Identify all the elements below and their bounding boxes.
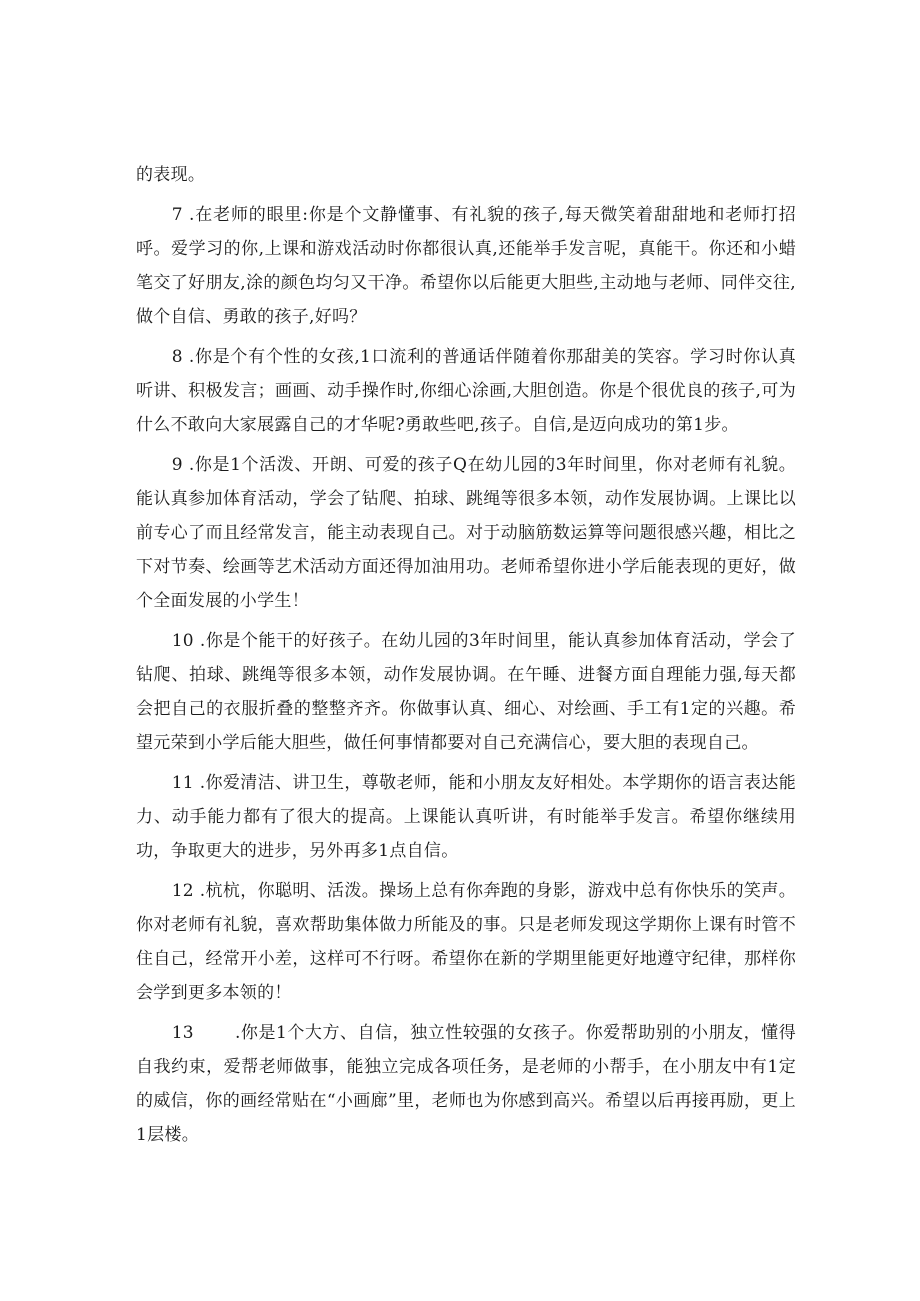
paragraph-continuation: 的表现。 <box>136 165 206 185</box>
paragraph-item-11: 11 .你爱清洁、讲卫生，尊敬老师，能和小朋友友好相处。本学期你的语言表达能力、动手能力都有了很大的提高。上课能认真听讲，有时能举手发言。希望你继续用功，争取更大的进步，另外再多1点自信。 <box>136 773 796 861</box>
paragraph-item-10: 10 .你是个能干的好孩子。在幼儿园的3年时间里，能认真参加体育活动，学会了钻爬、拍球、跳绳等很多本领，动作发展协调。在午睡、进餐方面自理能力强,每天都会把自己的衣服折叠的整整齐齐。你做事认真、细心、对绘画、手工有1定的兴趣。希望元荣到小学后能大胆些，做任何事情都要对自己充满信心，要大胆的表现自己。 <box>136 631 796 753</box>
paragraph-item-8: 8 .你是个有个性的女孩,1口流利的普通话伴随着你那甜美的笑容。学习时你认真听讲、积极发言；画画、动手操作时,你细心涂画,大胆创造。你是个很优良的孩子,可为什么不敢向大家展露自己的才华呢?勇敢些吧,孩子。自信,是迈向成功的第1步。 <box>136 347 796 435</box>
paragraph-item-12: 12 .杭杭，你聪明、活泼。操场上总有你奔跑的身影，游戏中总有你快乐的笑声。你对老师有礼貌，喜欢帮助集体做力所能及的事。只是老师发现这学期你上课有时管不住自己，经常开小差，这样可不行呀。希望你在新的学期里能更好地遵守纪律，那样你会学到更多本领的！ <box>136 881 796 1003</box>
paragraph-item-7: 7 .在老师的眼里:你是个文静懂事、有礼貌的孩子,每天微笑着甜甜地和老师打招呼。爱学习的你,上课和游戏活动时你都很认真,还能举手发言呢，真能干。你还和小蜡笔交了好朋友,涂的颜色均匀又干净。希望你以后能更大胆些,主动地与老师、同伴交往,做个自信、勇敢的孩子,好吗？ <box>136 205 796 327</box>
document-body <box>136 158 796 1152</box>
paragraph-item-9: 9 .你是1个活泼、开朗、可爱的孩子Q在幼儿园的3年时间里，你对老师有礼貌。能认真参加体育活动，学会了钻爬、拍球、跳绳等很多本领，动作发展协调。上课比以前专心了而且经常发言，能主动表现自己。对于动脑筋数运算等问题很感兴趣，相比之下对节奏、绘画等艺术活动方面还得加油用功。老师希望你进小学后能表现的更好，做个全面发展的小学生！ <box>136 455 796 611</box>
paragraph-item-13: 13 .你是1个大方、自信，独立性较强的女孩子。你爱帮助别的小朋友，懂得自我约束，爱帮老师做事，能独立完成各项任务，是老师的小帮手，在小朋友中有1定的威信，你的画经常贴在“小画廊”里，老师也为你感到高兴。希望以后再接再励，更上1层楼。 <box>136 1023 796 1145</box>
